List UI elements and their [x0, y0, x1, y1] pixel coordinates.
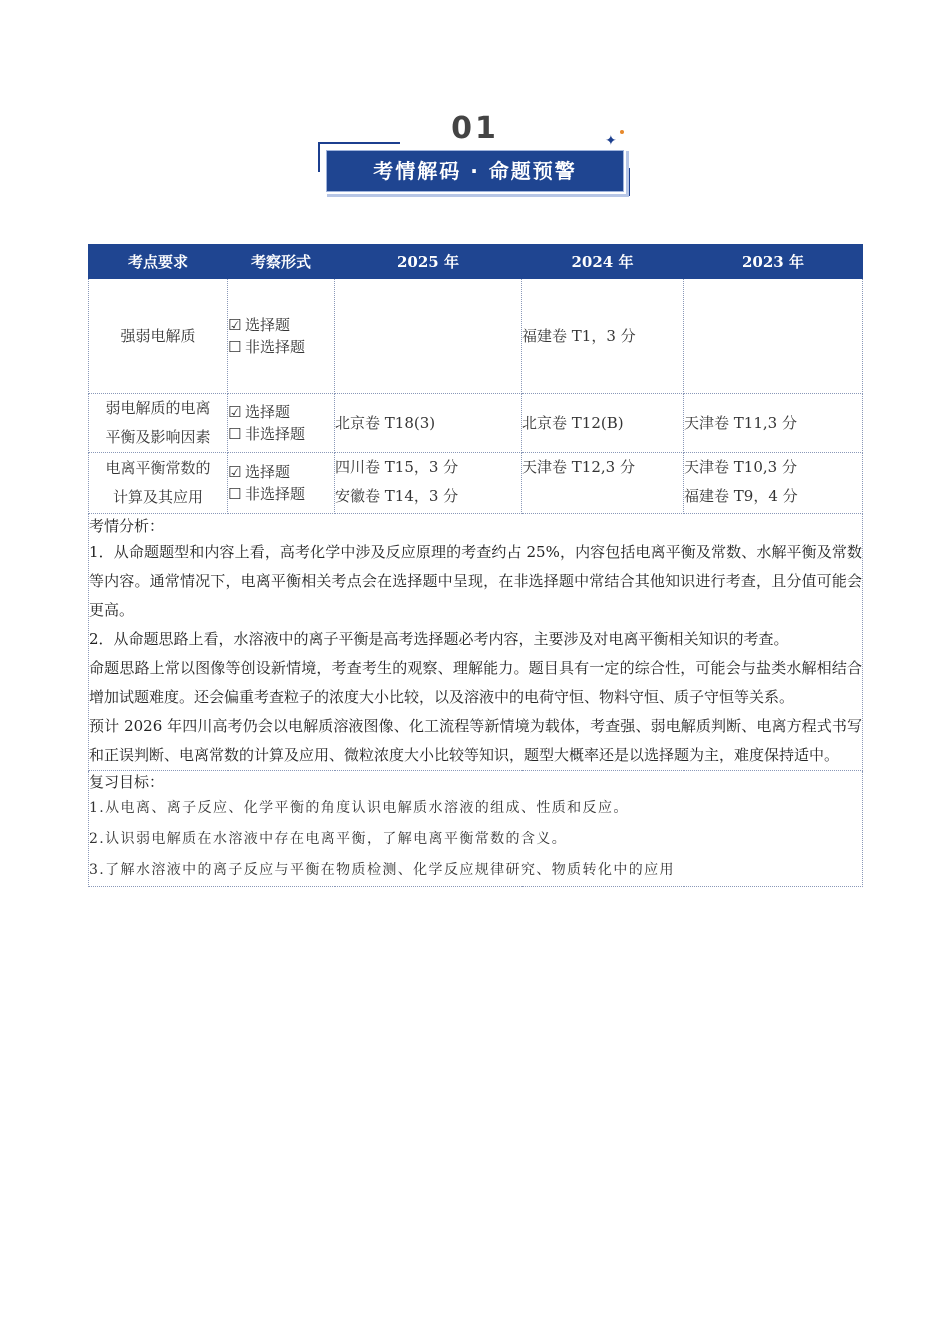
exam-item: 安徽卷 T14，3 分: [335, 487, 459, 505]
section-title: 考情解码 · 命题预警: [373, 159, 577, 183]
analysis-cell: [89, 514, 863, 771]
analysis-heading: 考情分析：: [89, 517, 165, 535]
cell-2025: [335, 279, 522, 394]
analysis-paragraph: 预计 2026 年四川高考仍会以电解质溶液图像、化工流程等新情境为载体，考查强、弱电解质判断、电离方程式书写和正误判断、电离常数的计算及应用、微粒浓度大小比较等知识，题型大概率还是以选择题为主，难度保持适中。: [89, 717, 862, 764]
section-number: 01: [451, 111, 499, 146]
analysis-row: [89, 514, 863, 771]
exam-item: 天津卷 T10,3 分: [684, 458, 797, 476]
exam-item: 北京卷 T12(B): [522, 413, 624, 432]
sparkle-icon: ✦: [605, 133, 617, 149]
option-choice: ☑ 选择题: [228, 403, 291, 421]
checked-box-icon: ☑: [228, 463, 242, 481]
checked-box-icon: ☑: [228, 316, 242, 334]
option-non-choice: ☐ 非选择题: [228, 485, 306, 503]
table-row: [89, 394, 863, 453]
cell-2023: [684, 453, 863, 514]
checked-box-icon: ☑: [228, 403, 242, 421]
topic-cell: [89, 279, 228, 394]
goals-cell: [89, 771, 863, 887]
table-row: [89, 279, 863, 394]
form-cell: [228, 394, 335, 453]
exam-item: 福建卷 T9，4 分: [684, 487, 798, 505]
cell-2025: [335, 394, 522, 453]
cell-2023: [684, 279, 863, 394]
exam-item: 福建卷 T1，3 分: [522, 326, 636, 345]
topic-cell: [89, 394, 228, 453]
exam-analysis-table: [88, 244, 863, 887]
goal-item: 2.认识弱电解质在水溶液中存在电离平衡，了解电离平衡常数的含义。: [89, 831, 568, 847]
topic-text: 强弱电解质: [120, 326, 196, 345]
option-choice: ☑ 选择题: [228, 463, 291, 481]
banner-box: [326, 150, 624, 192]
option-choice: ☑ 选择题: [228, 316, 291, 334]
goal-item: 3.了解水溶液中的离子反应与平衡在物质检测、化学反应规律研究、物质转化中的应用: [89, 862, 675, 878]
exam-item: 四川卷 T15，3 分: [335, 458, 459, 476]
exam-item: 天津卷 T11,3 分: [684, 413, 797, 432]
analysis-paragraph: 2．从命题思路上看，水溶液中的离子平衡是高考选择题必考内容，主要涉及对电离平衡相关知识的考查。: [89, 630, 789, 648]
topic-line: 计算及其应用: [112, 488, 203, 506]
cell-2024: [522, 394, 684, 453]
orange-dot-icon: [620, 130, 624, 134]
topic-line: 平衡及影响因素: [105, 428, 211, 446]
header-2024: 2024 年: [522, 245, 684, 279]
analysis-paragraph: 命题思路上常以图像等创设新情境，考查考生的观察、理解能力。题目具有一定的综合性，可能会与盐类水解相结合增加试题难度。还会偏重考查粒子的浓度大小比较，以及溶液中的电荷守恒、物料守恒、质子守恒等关系。: [89, 659, 862, 706]
topic-line: 弱电解质的电离: [105, 399, 211, 417]
topic-cell: [89, 453, 228, 514]
goal-item: 1.从电离、离子反应、化学平衡的角度认识电解质水溶液的组成、性质和反应。: [89, 800, 629, 816]
option-non-choice: ☐ 非选择题: [228, 338, 306, 356]
form-cell: [228, 453, 335, 514]
analysis-paragraph: 1．从命题题型和内容上看，高考化学中涉及反应原理的考查约占 25%，内容包括电离平衡及常数、水解平衡及常数等内容。通常情况下，电离平衡相关考点会在选择题中呈现，在非选择题中常结合其他知识进行考查，且分值可能会更高。: [89, 543, 862, 619]
header-2025: 2025 年: [335, 245, 522, 279]
cell-2023: [684, 394, 863, 453]
table-header-row: [89, 245, 863, 279]
section-banner: [312, 112, 638, 200]
unchecked-box-icon: ☐: [228, 425, 242, 443]
cell-2024: [522, 453, 684, 514]
form-cell: [228, 279, 335, 394]
header-2023: 2023 年: [684, 245, 863, 279]
goals-heading: 复习目标：: [89, 773, 165, 791]
header-form: 考察形式: [228, 245, 335, 279]
option-non-choice: ☐ 非选择题: [228, 425, 306, 443]
exam-item: 北京卷 T18(3): [335, 413, 436, 432]
cell-2024: [522, 279, 684, 394]
table-row: [89, 453, 863, 514]
unchecked-box-icon: ☐: [228, 485, 242, 503]
unchecked-box-icon: ☐: [228, 338, 242, 356]
header-topic: 考点要求: [89, 245, 228, 279]
goals-row: [89, 771, 863, 887]
exam-item: 天津卷 T12,3 分: [522, 458, 635, 476]
topic-line: 电离平衡常数的: [105, 459, 211, 477]
cell-2025: [335, 453, 522, 514]
